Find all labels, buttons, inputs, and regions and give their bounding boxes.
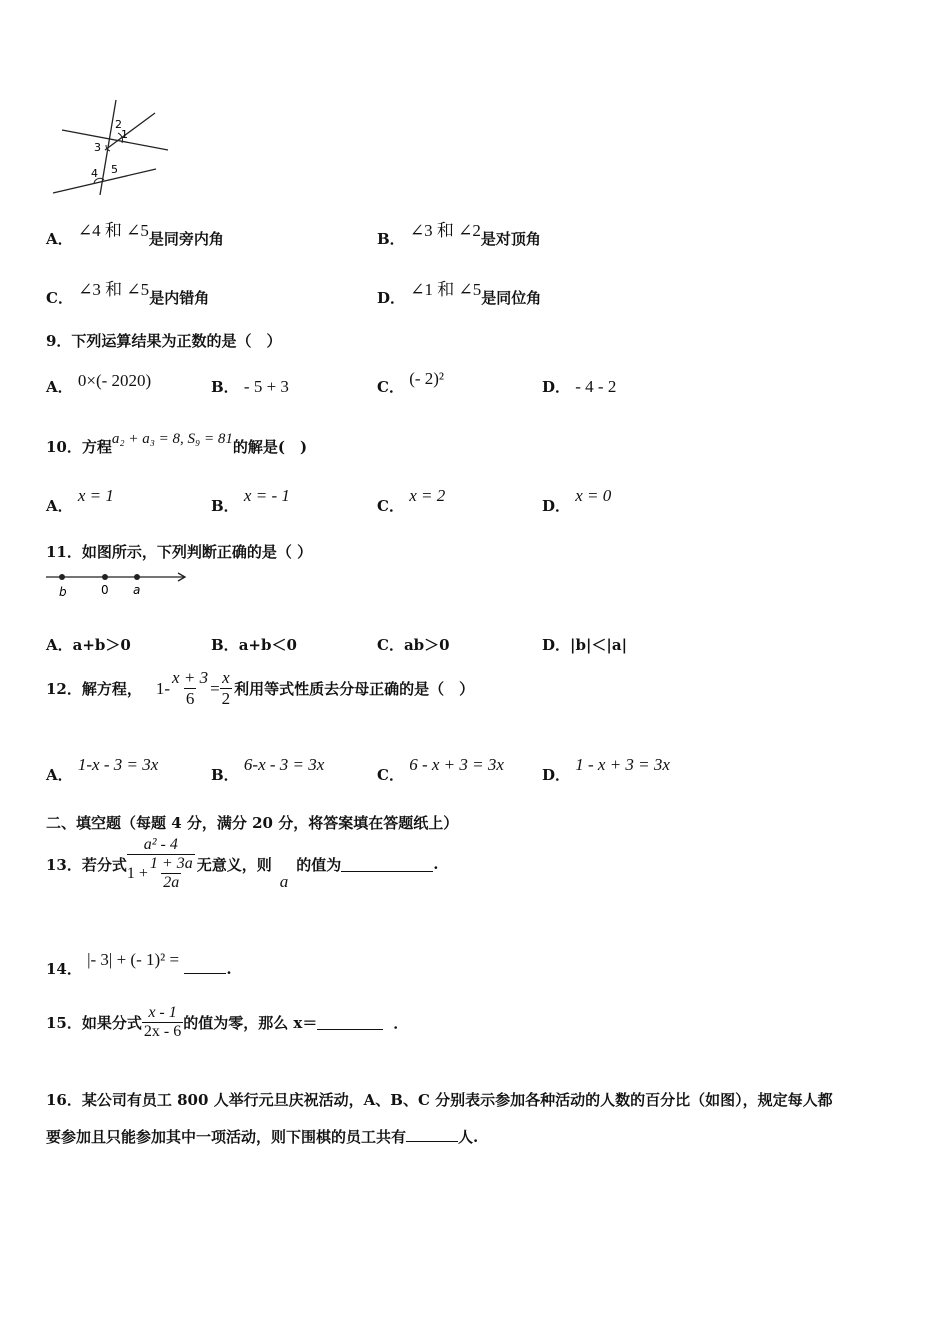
q14-prefix: 14． bbox=[46, 960, 82, 978]
upper-transversal-line bbox=[62, 130, 168, 150]
q11-option-d[interactable] bbox=[542, 634, 627, 655]
q10-stem bbox=[46, 431, 308, 457]
q12-fraction-left-den: 6 bbox=[185, 689, 195, 708]
q13-stem bbox=[46, 836, 438, 892]
q9-option-c-letter: C． bbox=[377, 378, 404, 396]
q9-option-b[interactable] bbox=[211, 376, 289, 397]
q8-option-b-letter: B． bbox=[377, 230, 405, 248]
q12-option-d[interactable] bbox=[542, 755, 670, 785]
q8-option-c-letter: C． bbox=[46, 289, 73, 307]
q8-option-d-letter: D． bbox=[377, 289, 406, 307]
q8-option-a-letter: A． bbox=[46, 230, 73, 248]
q8-option-b[interactable] bbox=[377, 221, 541, 249]
q11-option-c-letter: C． bbox=[377, 636, 404, 654]
lower-line bbox=[53, 169, 156, 193]
point-b bbox=[59, 574, 65, 580]
section-title: 二、填空题（每题 4 分，满分 20 分，将答案填在答题纸上） bbox=[46, 814, 459, 832]
q13-var: a bbox=[279, 872, 289, 891]
q13-inner-fraction bbox=[148, 855, 195, 892]
q12-option-c-expr: 6 - x + 3 = 3x bbox=[409, 755, 504, 774]
q12-option-a[interactable] bbox=[46, 755, 159, 785]
q12-option-a-expr: 1-x - 3 = 3x bbox=[77, 755, 159, 774]
angles-figure bbox=[48, 95, 178, 200]
q10-option-c-letter: C． bbox=[377, 497, 404, 515]
q10-option-a-expr: x = 1 bbox=[77, 486, 114, 505]
q10-option-c[interactable] bbox=[377, 486, 446, 516]
q11-option-d-expr: |b|＜|a| bbox=[570, 636, 628, 654]
q9-option-a-letter: A． bbox=[46, 378, 73, 396]
q8-option-c-expr: ∠3 和 ∠5 bbox=[78, 280, 150, 299]
q16-line2 bbox=[46, 1126, 478, 1147]
q9-option-d-letter: D． bbox=[542, 378, 571, 396]
q15-suffix: 的值为零，那么 x＝ bbox=[183, 1014, 318, 1032]
q11-option-d-letter: D． bbox=[542, 636, 571, 654]
q12-fraction-right-num: x bbox=[222, 668, 230, 687]
q10-option-d-expr: x = 0 bbox=[575, 486, 612, 505]
q12-option-a-letter: A． bbox=[46, 766, 73, 784]
q13-denominator bbox=[127, 854, 195, 892]
q10-option-a[interactable] bbox=[46, 486, 114, 516]
q12-prefix: 12．解方程， bbox=[46, 680, 142, 698]
label-b: b bbox=[59, 585, 67, 599]
q16-answer-blank[interactable] bbox=[406, 1127, 458, 1142]
q13-answer-blank[interactable] bbox=[341, 857, 433, 872]
q10-option-d-letter: D． bbox=[542, 497, 571, 515]
q10-suffix: 的解是( ) bbox=[232, 438, 308, 456]
q12-option-d-letter: D． bbox=[542, 766, 571, 784]
q12-option-d-expr: 1 - x + 3 = 3x bbox=[575, 755, 670, 774]
q12-fraction-right-den: 2 bbox=[221, 689, 231, 708]
q15-answer-blank[interactable] bbox=[317, 1015, 383, 1030]
q8-option-c-text: 是内错角 bbox=[149, 289, 210, 307]
q13-numerator: a² - 4 bbox=[143, 836, 178, 853]
q12-stem bbox=[46, 668, 474, 709]
q8-option-a[interactable] bbox=[46, 221, 224, 249]
q8-option-a-text: 是同旁内角 bbox=[148, 230, 224, 248]
angle-label-5: 5 bbox=[111, 163, 118, 176]
q11-option-a-expr: a+b＞0 bbox=[72, 636, 131, 654]
q8-option-a-expr: ∠4 和 ∠5 bbox=[77, 221, 149, 240]
q15-end: ． bbox=[393, 1014, 409, 1032]
q12-eq-mid: = bbox=[210, 678, 220, 698]
q8-option-b-text: 是对顶角 bbox=[480, 230, 541, 248]
q13-mid: 无意义，则 bbox=[196, 855, 272, 874]
angle-label-3: 3 bbox=[94, 141, 101, 154]
q13-inner-numerator: 1 + 3a bbox=[149, 855, 193, 872]
label-a: a bbox=[133, 583, 141, 597]
q9-option-b-expr: - 5 + 3 bbox=[243, 377, 289, 396]
q13-den-lead: 1 + bbox=[126, 864, 148, 882]
q11-stem: 11．如图所示，下列判断正确的是（ ） bbox=[46, 543, 313, 561]
q11-option-b-expr: a+b＜0 bbox=[238, 636, 297, 654]
q14-answer-blank[interactable] bbox=[184, 959, 226, 974]
q10-option-c-expr: x = 2 bbox=[409, 486, 446, 505]
q10-prefix: 10．方程 bbox=[46, 438, 112, 456]
q12-option-b-expr: 6-x - 3 = 3x bbox=[243, 755, 325, 774]
q8-option-d-text: 是同位角 bbox=[481, 289, 542, 307]
q11-option-b-letter: B． bbox=[211, 636, 239, 654]
q12-suffix: 利用等式性质去分母正确的是（ ） bbox=[234, 680, 475, 698]
q15-numerator: x - 1 bbox=[148, 1004, 177, 1021]
q11-option-c[interactable] bbox=[377, 634, 450, 655]
q10-equation: a₂ + a₃ = 8, S₉ = 81 bbox=[111, 431, 233, 447]
q15-stem bbox=[46, 1004, 408, 1041]
q15-fraction bbox=[142, 1004, 183, 1041]
q14-expr: |- 3| + (- 1)² = bbox=[87, 950, 180, 969]
q9-option-d[interactable] bbox=[542, 376, 616, 397]
q11-option-c-expr: ab＞0 bbox=[403, 636, 450, 654]
point-a bbox=[134, 574, 140, 580]
q14-end: . bbox=[226, 960, 232, 978]
q10-option-d[interactable] bbox=[542, 486, 612, 516]
q8-option-b-expr: ∠3 和 ∠2 bbox=[409, 221, 481, 240]
angle-label-1: 1 bbox=[121, 128, 128, 141]
label-0: 0 bbox=[101, 583, 109, 597]
q13-inner-denominator: 2a bbox=[163, 874, 180, 891]
q15-denominator: 2x - 6 bbox=[143, 1023, 182, 1040]
q12-fraction-right bbox=[220, 668, 233, 709]
q12-eq-lead: 1- bbox=[155, 678, 171, 698]
q8-option-d-expr: ∠1 和 ∠5 bbox=[410, 280, 482, 299]
q11-option-b[interactable] bbox=[211, 634, 297, 655]
q10-option-b-letter: B． bbox=[211, 497, 239, 515]
q16-end: 人. bbox=[458, 1128, 479, 1146]
q10-option-b-expr: x = - 1 bbox=[243, 486, 290, 505]
q9-option-a[interactable] bbox=[46, 371, 152, 397]
q8-option-c[interactable] bbox=[46, 280, 210, 308]
q12-option-b[interactable] bbox=[211, 755, 325, 785]
q10-option-a-letter: A． bbox=[46, 497, 73, 515]
q16-line1: 16．某公司有员工 800 人举行元旦庆祝活动，A、B、C 分别表示参加各种活动的人数的百分比（如图），规定每人都 bbox=[46, 1091, 833, 1109]
q9-option-d-expr: - 4 - 2 bbox=[575, 377, 617, 396]
q12-fraction-left-num: x + 3 bbox=[172, 668, 209, 687]
q12-option-c[interactable] bbox=[377, 755, 504, 785]
q16-line2-text: 要参加且只能参加其中一项活动，则下围棋的员工共有 bbox=[46, 1128, 407, 1146]
q11-option-a[interactable] bbox=[46, 634, 131, 655]
q10-option-b[interactable] bbox=[211, 486, 290, 516]
q13-prefix: 13．若分式 bbox=[46, 855, 127, 874]
q12-option-b-letter: B． bbox=[211, 766, 239, 784]
number-line bbox=[44, 566, 194, 600]
q12-option-c-letter: C． bbox=[377, 766, 404, 784]
q9-option-c[interactable] bbox=[377, 369, 445, 397]
angle-label-2: 2 bbox=[115, 118, 122, 131]
point-0 bbox=[102, 574, 108, 580]
q9-stem: 9．下列运算结果为正数的是（ ） bbox=[46, 332, 282, 350]
q11-option-a-letter: A． bbox=[46, 636, 73, 654]
q13-suffix: 的值为 bbox=[296, 855, 342, 874]
q8-option-d[interactable] bbox=[377, 280, 542, 308]
q14-stem bbox=[46, 950, 232, 979]
q13-fraction bbox=[127, 836, 195, 892]
q13-end: . bbox=[433, 855, 439, 873]
q12-fraction-left bbox=[170, 668, 210, 709]
angle-label-4: 4 bbox=[91, 167, 98, 180]
q9-option-c-expr: (- 2)² bbox=[409, 369, 445, 388]
q15-prefix: 15．如果分式 bbox=[46, 1014, 142, 1032]
q9-option-b-letter: B． bbox=[211, 378, 239, 396]
q9-option-a-expr: 0×(- 2020) bbox=[77, 371, 152, 390]
